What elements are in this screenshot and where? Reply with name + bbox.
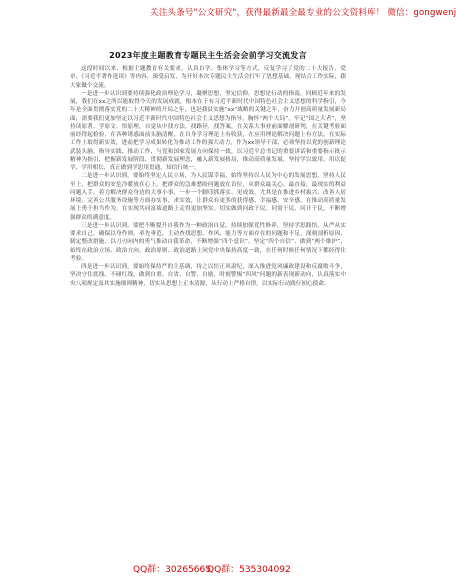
- document-body: [70, 50, 346, 288]
- header-banner: [0, 0, 456, 30]
- paragraph-1: 一是进一步认识到要持续强化政治理论学习，凝聚思想，坚定信仰，思想是行动的指南，回顾近年来的发展，我们在xx之所以能取得今天的发展成就，根本在于有习近平新时代中国特色社会主义思想的科学指引，今年是全面贯彻落实党的二十大精神的开局之年，也是我县实施“xx”战略的关键之年，奋力开创高质量发展新局面，需要我们更加坚定以习近平新时代中国特色社会主义思想为指导，胸怀“两个大局”，牢记“国之大者”，坚持读原著、学原文、悟原理，自觉从中找方法，找路径，找答案，在关系大事业前面解剖研判，在关键考验面前经得起检验，在各种诱惑面前头脑清醒，在自身学习理论上有收获，在应用理论解决问题上有方法，在实际工作上取得新实效，进而把学习成果转化为推动工作的强大动力，作为xx领导干部，必须坚持以党的创新理论武装头脑、指导实践、推动工作，与党和国家发展方向保持一致，以习近平总书记的重要讲话和重要指示批示精神为指引，把握新发展阶段、贯彻新发展理念，融入新发展格局，推动高质量发展，坚持学以致用、用以促学、学用相长，真正做到学思用贯通、知信行统一。: [70, 90, 346, 171]
- footer: [0, 560, 408, 580]
- footer-qq-group-2: QQ群：535304092: [207, 565, 291, 575]
- footer-qq-group-1: QQ群：30265665: [133, 565, 211, 575]
- document-title: 2023年度主题教育专题民主生活会会前学习交流发言: [109, 51, 307, 60]
- paragraph-intro: 这段时间以来，根据主题教育有关要求，认真自学、集体学习等方式，反复学习了党的二十大报告、党章、《习近平著作选读》等内容，深受启发，为开好本次专题民主生活会打牢了思想基础。现结合工作实际，跟大家做个交流。: [70, 66, 346, 89]
- promo-banner-text: 关注头条号"公文研究"，获得最新最全最专业的公文资料库！ 微信：gongwenj: [150, 8, 456, 18]
- paragraph-2: 二是进一步认识到，要始终坚定人民立场，为人民谋幸福，始终坚持以人民为中心的发展思想，坚持人民至上，把群众的安危冷暖放在心上，把群众的急难愁盼问题放在首位，从群众最关心、最直接、最现实的利益问题入手，着力解决群众身边的大事小事，一步一个脚印抓落实、见成效，尤其是在推进乡村振兴、改善人居环境、完善公共服务设施等方面办实事、求实效，让群众有更多的获得感、幸福感、安全感，在推动高质量发展上勇于担当作为，在实现共同富裕道路上走得更加坚实。切实做到问政于民、问需于民、问计于民，不断增强群众的满意度。: [70, 173, 346, 221]
- paragraph-4: 四是进一步认识到，要始终保持严的主基调，持之以恒正风肃纪，深入推进党风廉政建设和反腐败斗争，坚决守住底线、不碰红线，做到自重、自省、自警、自励，时刻警惕“四风”问题的新表现新动向，认真落实中央八项规定及其实施细则精神，切实从思想上正本清源，从行动上严格自律，以实际行动践行初心使命。: [70, 264, 346, 287]
- paragraph-3: 三是进一步认识到，要把不断提升自我作为一种政治自觉，持续加强党性修养，坚持学思践悟，从严从实要求自己，确保以身作则、率先垂范，主动查找思想、作风、能力等方面存在的问题和不足，深刻剖析原因，制定整改措施，以刀刃向内的勇气推动自我革命，不断增强“四个意识”、坚定“四个自信”、做到“两个维护”，始终在政治立场、政治方向、政治原则、政治道路上同党中央保持高度一致，在任何时候任何情况下都经得住考验。: [70, 222, 346, 262]
